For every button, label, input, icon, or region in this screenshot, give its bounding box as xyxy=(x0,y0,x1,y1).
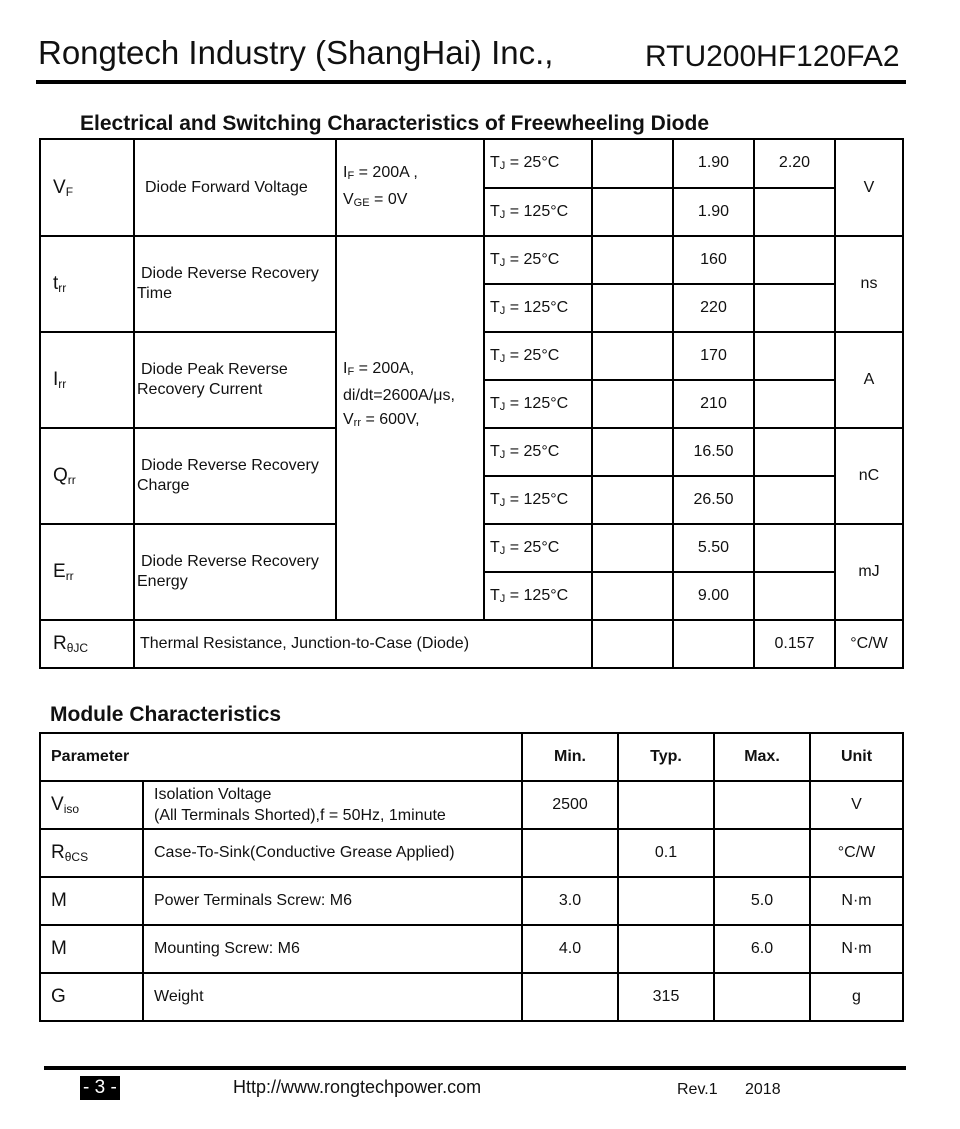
header-divider xyxy=(36,80,906,84)
module-characteristics-table xyxy=(39,732,904,1022)
table-row xyxy=(40,925,903,973)
unit-cell: ns xyxy=(835,236,903,332)
min-cell xyxy=(592,524,673,572)
min-cell: 3.0 xyxy=(522,877,618,925)
unit-cell: N·m xyxy=(810,877,903,925)
table-row xyxy=(40,139,903,188)
tj-cell: $T_J = 125^\circ C$ xyxy=(484,572,592,620)
symbol-cell: $E_{rr}$ xyxy=(40,524,134,620)
min-cell xyxy=(522,973,618,1021)
header-min: Min. xyxy=(522,733,618,781)
symbol-cell: $R_{\theta CS}$ xyxy=(40,829,143,877)
unit-cell: nC xyxy=(835,428,903,524)
min-cell xyxy=(592,620,673,668)
typ-cell: 315 xyxy=(618,973,714,1021)
unit-cell: V xyxy=(835,139,903,236)
min-cell xyxy=(592,139,673,188)
unit-cell: °C/W xyxy=(835,620,903,668)
condition-cell: $I_F = 200A$ , $V_{GE} = 0V$ xyxy=(336,139,484,236)
description-cell: Diode Reverse Recovery Charge xyxy=(134,428,336,524)
max-cell xyxy=(754,380,835,428)
symbol-cell: $R_{\theta JC}$ xyxy=(40,620,134,668)
symbol-cell: G xyxy=(40,973,143,1021)
max-cell: 5.0 xyxy=(714,877,810,925)
min-cell: 4.0 xyxy=(522,925,618,973)
table-row xyxy=(40,877,903,925)
min-cell xyxy=(592,572,673,620)
min-cell xyxy=(592,428,673,476)
unit-cell: mJ xyxy=(835,524,903,620)
typ-cell: 210 xyxy=(673,380,754,428)
max-cell xyxy=(754,236,835,284)
max-cell xyxy=(714,781,810,829)
description-cell: Case-To-Sink(Conductive Grease Applied) xyxy=(143,829,522,877)
description-cell: Isolation Voltage (All Terminals Shorted),f = 50Hz, 1minute xyxy=(143,781,522,829)
part-number: RTU200HF120FA2 xyxy=(645,40,900,73)
unit-cell: N·m xyxy=(810,925,903,973)
min-cell xyxy=(592,188,673,237)
typ-cell: 1.90 xyxy=(673,139,754,188)
unit-cell: V xyxy=(810,781,903,829)
header-parameter: Parameter xyxy=(40,733,522,781)
website-url: Http://www.rongtechpower.com xyxy=(233,1077,482,1097)
max-cell xyxy=(754,476,835,524)
max-cell xyxy=(714,829,810,877)
typ-cell: 26.50 xyxy=(673,476,754,524)
symbol-cell: $I_{rr}$ xyxy=(40,332,134,428)
diode-section-title: Electrical and Switching Characteristics of Freewheeling Diode xyxy=(80,112,710,135)
typ-cell xyxy=(618,925,714,973)
header-unit: Unit xyxy=(810,733,903,781)
table-header-row xyxy=(40,733,903,781)
table-row xyxy=(40,620,903,668)
tj-cell: $T_J = 125^\circ C$ xyxy=(484,476,592,524)
typ-cell xyxy=(673,620,754,668)
symbol-cell: $V_F$ xyxy=(40,139,134,236)
typ-cell: 9.00 xyxy=(673,572,754,620)
symbol-cell: M xyxy=(40,925,143,973)
tj-cell: $T_J = 125^\circ C$ xyxy=(484,188,592,237)
symbol-cell: M xyxy=(40,877,143,925)
min-cell: 2500 xyxy=(522,781,618,829)
footer-divider xyxy=(44,1066,906,1070)
tj-cell: $T_J = 125^\circ C$ xyxy=(484,380,592,428)
revision-year: 2018 xyxy=(745,1081,781,1098)
company-name: Rongtech Industry (ShangHai) Inc., xyxy=(38,34,554,71)
tj-cell: $T_J = 25^\circ C$ xyxy=(484,332,592,380)
typ-cell: 220 xyxy=(673,284,754,332)
max-cell xyxy=(714,973,810,1021)
typ-cell xyxy=(618,781,714,829)
tj-cell: $T_J = 25^\circ C$ xyxy=(484,428,592,476)
max-cell xyxy=(754,188,835,237)
typ-cell: 5.50 xyxy=(673,524,754,572)
description-cell: Diode Reverse Recovery Energy xyxy=(134,524,336,620)
page-number: - 3 - xyxy=(80,1076,120,1100)
symbol-cell: $Q_{rr}$ xyxy=(40,428,134,524)
min-cell xyxy=(592,236,673,284)
typ-cell: 0.1 xyxy=(618,829,714,877)
description-cell: Diode Peak Reverse Recovery Current xyxy=(134,332,336,428)
typ-cell: 170 xyxy=(673,332,754,380)
description-cell: Thermal Resistance, Junction-to-Case (Diode) xyxy=(134,620,592,668)
description-cell: Mounting Screw: M6 xyxy=(143,925,522,973)
max-cell xyxy=(754,284,835,332)
max-cell: 0.157 xyxy=(754,620,835,668)
unit-cell: A xyxy=(835,332,903,428)
switching-condition-cell: $I_F = 200A$, di/dt=2600A/μs, $V_{rr} = 600V$, xyxy=(336,236,484,620)
tj-cell: $T_J = 25^\circ C$ xyxy=(484,236,592,284)
max-cell: 6.0 xyxy=(714,925,810,973)
symbol-cell: $V_{iso}$ xyxy=(40,781,143,829)
typ-cell: 1.90 xyxy=(673,188,754,237)
description-cell: Diode Forward Voltage xyxy=(134,139,336,236)
max-cell xyxy=(754,572,835,620)
table-row xyxy=(40,829,903,877)
table-row xyxy=(40,236,903,284)
tj-cell: $T_J = 25^\circ C$ xyxy=(484,524,592,572)
description-cell: Power Terminals Screw: M6 xyxy=(143,877,522,925)
revision: Rev.1 xyxy=(677,1081,718,1098)
symbol-cell: $t_{rr}$ xyxy=(40,236,134,332)
table-row xyxy=(40,781,903,829)
diode-characteristics-table xyxy=(39,138,904,669)
min-cell xyxy=(592,284,673,332)
table-row xyxy=(40,973,903,1021)
typ-cell: 160 xyxy=(673,236,754,284)
tj-cell: $T_J = 25^\circ C$ xyxy=(484,139,592,188)
min-cell xyxy=(522,829,618,877)
description-cell: Diode Reverse Recovery Time xyxy=(134,236,336,332)
max-cell xyxy=(754,524,835,572)
max-cell: 2.20 xyxy=(754,139,835,188)
tj-cell: $T_J = 125^\circ C$ xyxy=(484,284,592,332)
min-cell xyxy=(592,476,673,524)
typ-cell xyxy=(618,877,714,925)
min-cell xyxy=(592,380,673,428)
header-typ: Typ. xyxy=(618,733,714,781)
module-section-title: Module Characteristics xyxy=(50,703,282,726)
unit-cell: g xyxy=(810,973,903,1021)
header-max: Max. xyxy=(714,733,810,781)
unit-cell: °C/W xyxy=(810,829,903,877)
typ-cell: 16.50 xyxy=(673,428,754,476)
min-cell xyxy=(592,332,673,380)
max-cell xyxy=(754,332,835,380)
max-cell xyxy=(754,428,835,476)
description-cell: Weight xyxy=(143,973,522,1021)
